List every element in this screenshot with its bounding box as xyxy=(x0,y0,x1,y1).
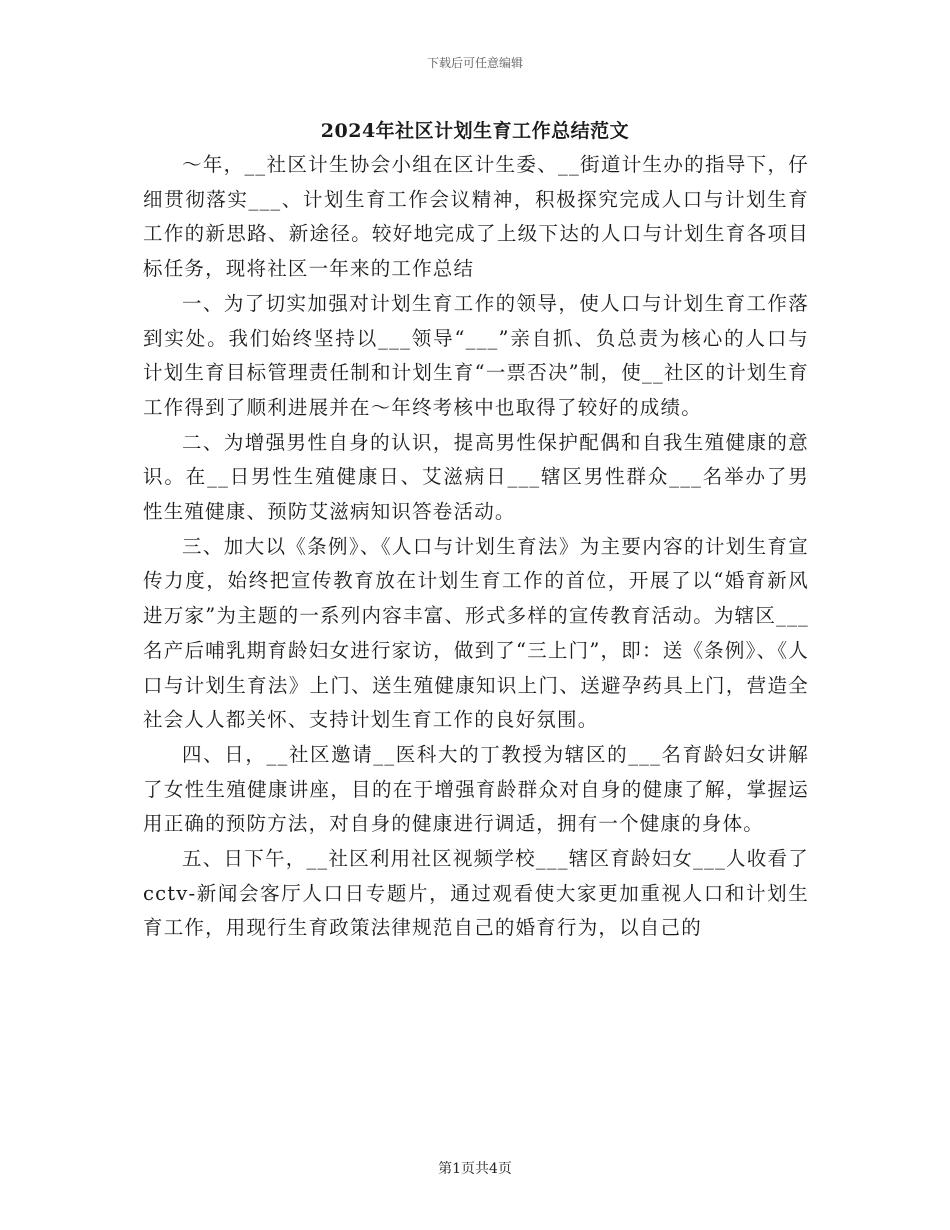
document-title: 2024年社区计划生育工作总结范文 xyxy=(320,120,630,142)
paragraph-section-3: 三、加大以《条例》、《人口与计划生育法》为主要内容的计划生育宣传力度，始终把宣传教育放在计划生育工作的首位，开展了以“婚育新风进万家”为主题的一系列内容丰富、形式多样的宣传教育活动。为辖区___名产后哺乳期育龄妇女进行家访，做到了“三上门”，即：送《条例》、《人口与计划生育法》上门、送生殖健康知识上门、送避孕药具上门，营造全社会人人都关怀、支持计划生育工作的良好氛围。 xyxy=(143,534,809,732)
paragraph-intro: ～年，__社区计生协会小组在区计生委、__街道计生办的指导下，仔细贯彻落实___、计划生育工作会议精神，积极探究完成人口与计划生育工作的新思路、新途径。较好地完成了上级下达的人口与计划生育各项目标任务，现将社区一年来的工作总结 xyxy=(143,153,809,281)
page-footer: 第1页共4页 xyxy=(438,1161,512,1177)
paragraph-section-4: 四、日，__社区邀请__医科大的丁教授为辖区的___名育龄妇女讲解了女性生殖健康讲座，目的在于增强育龄群众对自身的健康了解，掌握运用正确的预防方法，对自身的健康进行调适，拥有一个健康的身体。 xyxy=(143,742,809,836)
paragraph-section-2: 二、为增强男性自身的认识，提高男性保护配偶和自我生殖健康的意识。在__日男性生殖健康日、艾滋病日___辖区男性群众___名举办了男性生殖健康、预防艾滋病知识答卷活动。 xyxy=(143,430,809,524)
header-note: 下载后可任意编辑 xyxy=(426,56,523,70)
paragraph-section-5: 五、日下午，__社区利用社区视频学校___辖区育龄妇女___人收看了cctv-新闻会客厅人口日专题片，通过观看使大家更加重视人口和计划生育工作，用现行生育政策法律规范自己的婚育行为，以自己的 xyxy=(143,847,809,940)
paragraph-section-1: 一、为了切实加强对计划生育工作的领导，使人口与计划生育工作落到实处。我们始终坚持以___领导“___”亲自抓、负总责为核心的人口与计划生育目标管理责任制和计划生育“一票否决”制，使__社区的计划生育工作得到了顺利进展并在～年终考核中也取得了较好的成绩。 xyxy=(143,291,809,419)
document-body xyxy=(143,148,809,946)
